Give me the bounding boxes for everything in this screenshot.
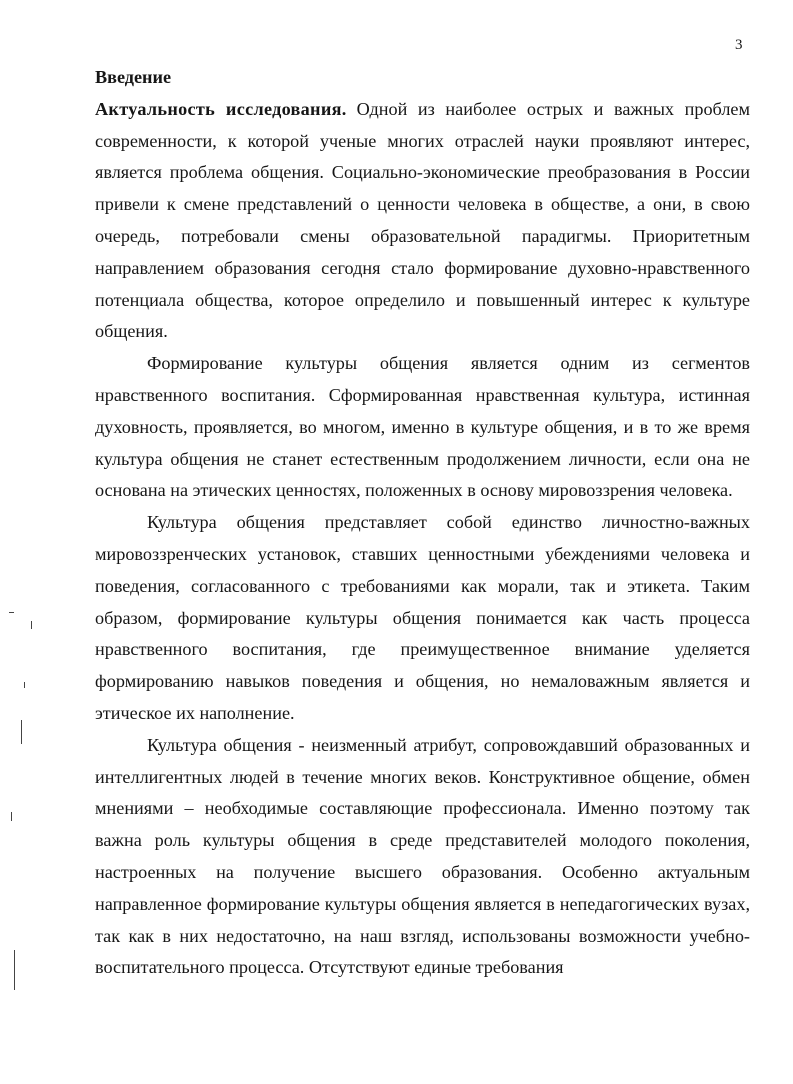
scan-artifact: [21, 720, 22, 744]
scan-artifact: [14, 950, 15, 990]
paragraph: Формирование культуры общения является одним из сегментов нравственного воспитания. Сформированная нравственная культура, истинная духовность, проявляется, во многом, именно в культуре общения, и в то же время культура общения не станет естественным продолжением личности, если она не основана на этических ценностях, положенных в основу мировоззрения человека.: [95, 353, 750, 501]
section-heading: Введение: [95, 67, 172, 87]
paragraph: Культура общения - неизменный атрибут, сопровождавший образованных и интеллигентных людей в течение многих веков. Конструктивное общение, обмен мнениями – необходимые составляющие профессионала. Именно поэтому так важна роль культуры общения в среде представителей молодого поколения, настроенных на получение высшего образования. Особенно актуальным направленное формирование культуры общения является в непедагогических вузах, так как в них недостаточно, на наш взгляд, использованы возможности учебно-воспитательного процесса. Отсутствуют единые требования: [95, 734, 750, 978]
scan-artifact: [31, 621, 32, 629]
paragraph: Культура общения представляет собой единство личностно-важных мировоззренческих установок, ставших ценностными убеждениями человека и поведения, согласованного с требованиями как морали, так и этикета. Таким образом, формирование культуры общения понимается как часть процесса нравственного воспитания, где преимущественное внимание уделяется формированию навыков поведения и общения, но немаловажным является и этическое их наполнение.: [95, 512, 750, 723]
scan-artifact: [11, 812, 12, 821]
paragraph-text: Одной из наиболее острых и важных проблем современности, к которой ученые многих отраслей науки проявляют интерес, является проблема общения. Социально-экономические преобразования в России привели к смене представлений о ценности человека в обществе, а они, в свою очередь, потребовали смены образовательной парадигмы. Приоритетным направлением образования сегодня стало формирование духовно-нравственного потенциала общества, которое определило и повышенный интерес к культуре общения.: [95, 98, 750, 342]
scan-artifact: [9, 612, 14, 613]
page-number: 3: [735, 37, 743, 53]
scan-artifact: [24, 682, 25, 688]
paragraph-relevance: [95, 94, 750, 348]
paragraph-lead: Актуальность исследования.: [95, 98, 347, 119]
document-body: [95, 62, 750, 984]
